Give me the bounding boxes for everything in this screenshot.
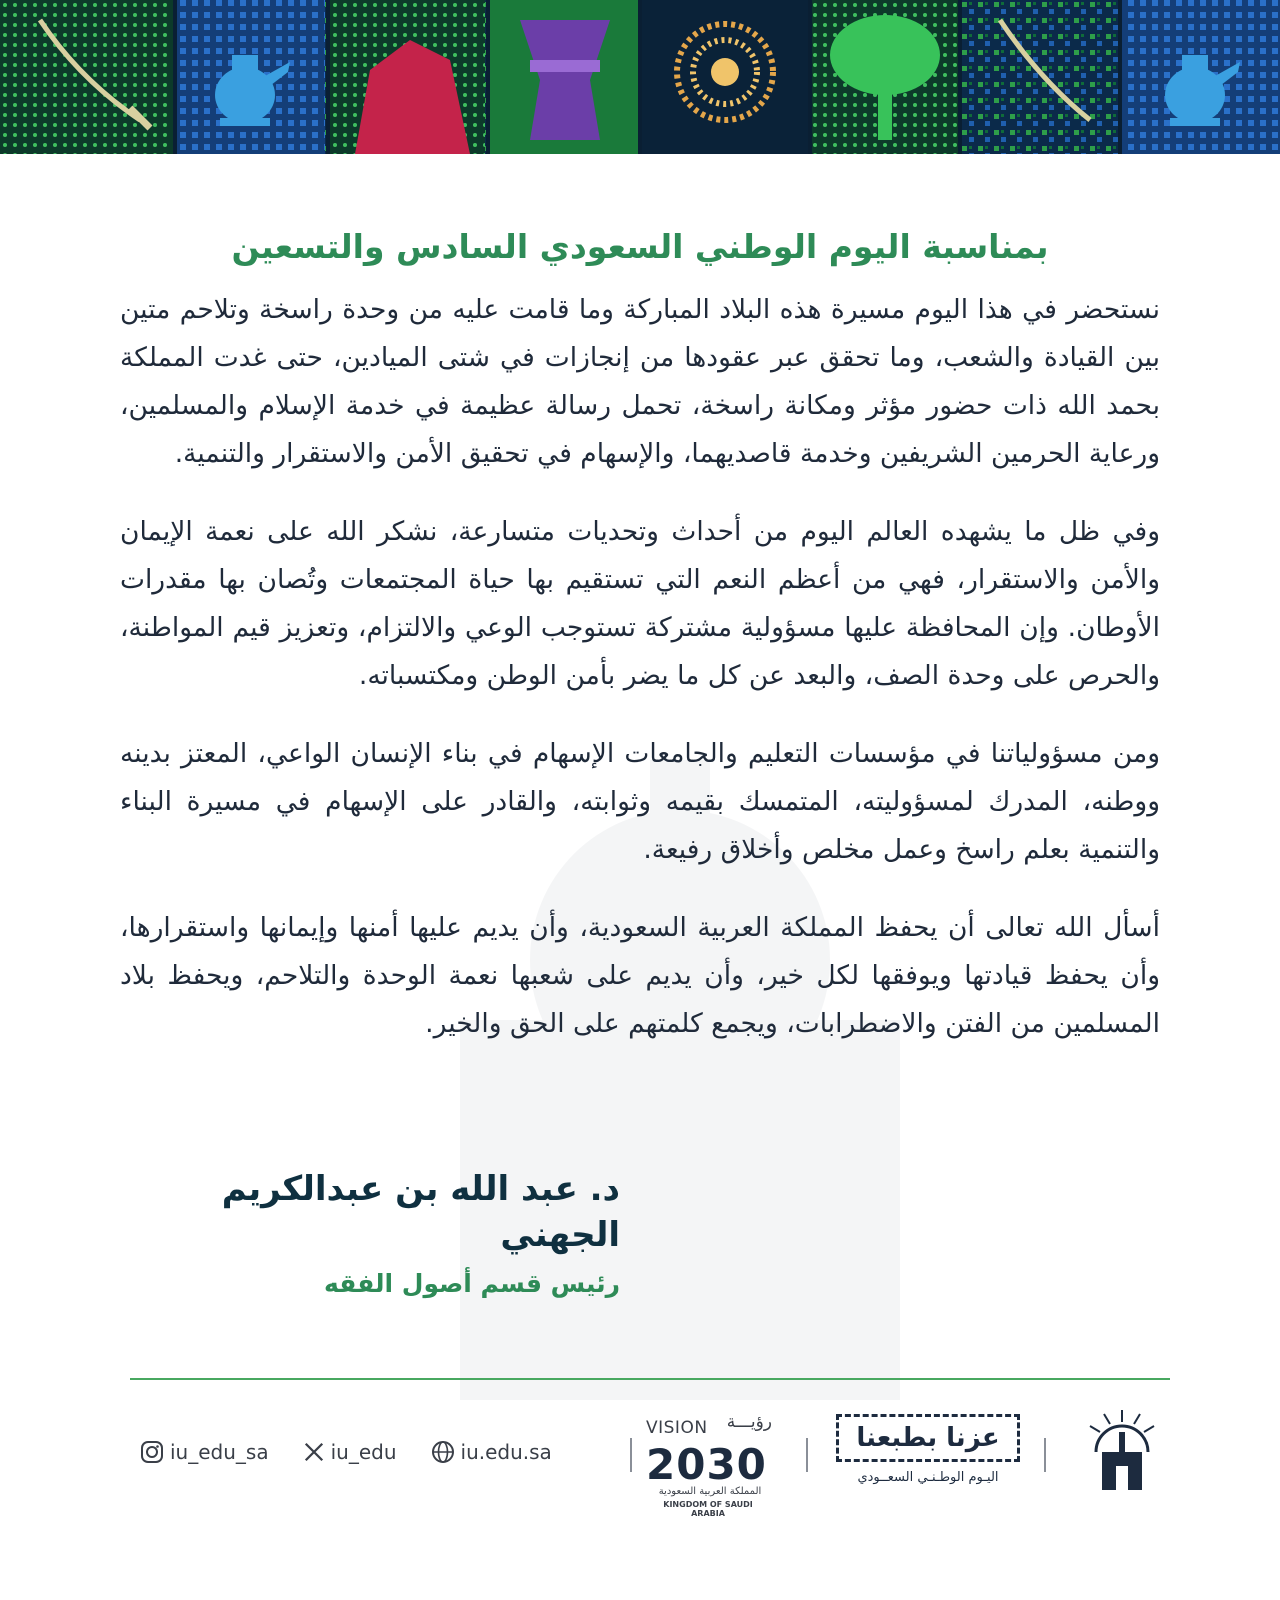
paragraph-4: أسأل الله تعالى أن يحفظ المملكة العربية السعودية، وأن يديم عليها أمنها وإيمانها واستقرارها، وأن يحفظ قيادتها ويوفقها لكل خير، وأن يديم على شعبها نعمة الوحدة والتلاحم، ويحفظ بلاد المسلمين من الفتن والاضطرابات، ويجمع كلمتهم على الحق والخير. — [120, 912, 1160, 1039]
x-link[interactable] — [303, 1440, 397, 1464]
paragraph-1: نستحضر في هذا اليوم مسيرة هذه البلاد المباركة وما قامت عليه من وحدة راسخة وتلاحم متين بين القيادة والشعب، وما تحقق عبر عقودها من إنجازات في شتى الميادين، حتى غدت المملكة بحمد الله ذات حضور مؤثر ومكانة راسخة، تحمل رسالة عظيمة في خدمة الإسلام والمسلمين، ورعاية الحرمين الشريفين وخدمة قاصديهما، والإسهام في تحقيق الأمن والاستقرار والتنمية. — [120, 294, 1160, 469]
signature-block — [140, 1166, 620, 1302]
footer-divider — [130, 1378, 1170, 1380]
website-link[interactable] — [431, 1440, 552, 1464]
social-links — [140, 1440, 552, 1464]
page-title: بمناسبة اليوم الوطني السعودي السادس والتسعين — [231, 227, 1049, 266]
globe-icon — [431, 1440, 455, 1464]
vision-year: 2030 — [646, 1440, 767, 1489]
signatory-role: رئيس قسم أصول الفقه — [323, 1269, 620, 1298]
national-day-logo — [836, 1414, 1026, 1500]
vision-country-ar: المملكة العربية السعودية — [658, 1486, 762, 1497]
vision-label-en: VISION — [646, 1418, 708, 1438]
website-url: iu.edu.sa — [460, 1440, 552, 1464]
footer-separator — [630, 1438, 632, 1472]
vision-2030-logo — [646, 1400, 776, 1518]
vision-country-en: KINGDOM OF SAUDI ARABIA — [663, 1500, 753, 1518]
university-logo-icon — [1080, 1406, 1164, 1496]
national-day-slogan: عزنا بطبعنا — [836, 1414, 1020, 1462]
sadu-pattern-banner — [0, 0, 1280, 154]
instagram-handle: iu_edu_sa — [170, 1440, 269, 1464]
instagram-icon — [140, 1440, 164, 1464]
x-icon — [303, 1441, 325, 1463]
footer-separator — [806, 1438, 808, 1472]
signatory-name: د. عبد الله بن عبدالكريم الجهني — [221, 1169, 620, 1255]
paragraph-3: ومن مسؤولياتنا في مؤسسات التعليم والجامعات الإسهام في بناء الإنسان الواعي، المعتز بدينه ووطنه، المدرك لمسؤوليته، المتمسك بقيمه وثوابته، والقادر على الإسهام في مسيرة البناء والتنمية بعلم راسخ وعمل مخلص وأخلاق رفيعة. — [120, 738, 1160, 865]
vision-label-ar: رؤيـــة — [726, 1412, 772, 1432]
x-handle: iu_edu — [330, 1440, 397, 1464]
footer — [130, 1400, 1170, 1518]
footer-separator — [1044, 1438, 1046, 1472]
article — [120, 222, 1160, 1078]
header-banner — [0, 0, 1280, 154]
paragraph-2: وفي ظل ما يشهده العالم اليوم من أحداث وتحديات متسارعة، نشكر الله على نعمة الإيمان والأمن والاستقرار، فهي من أعظم النعم التي تستقيم بها حياة المجتمعات وتُصان بها مقدرات الأوطان. وإن المحافظة عليها مسؤولية مشتركة تستوجب الوعي والالتزام، وتعزيز قيم المواطنة، والحرص على وحدة الصف، والبعد عن كل ما يضر بأمن الوطن ومكتسباته. — [120, 516, 1160, 691]
instagram-link[interactable] — [140, 1440, 269, 1464]
national-day-subtitle: اليـوم الوطـنـي السعــودي — [857, 1470, 999, 1485]
